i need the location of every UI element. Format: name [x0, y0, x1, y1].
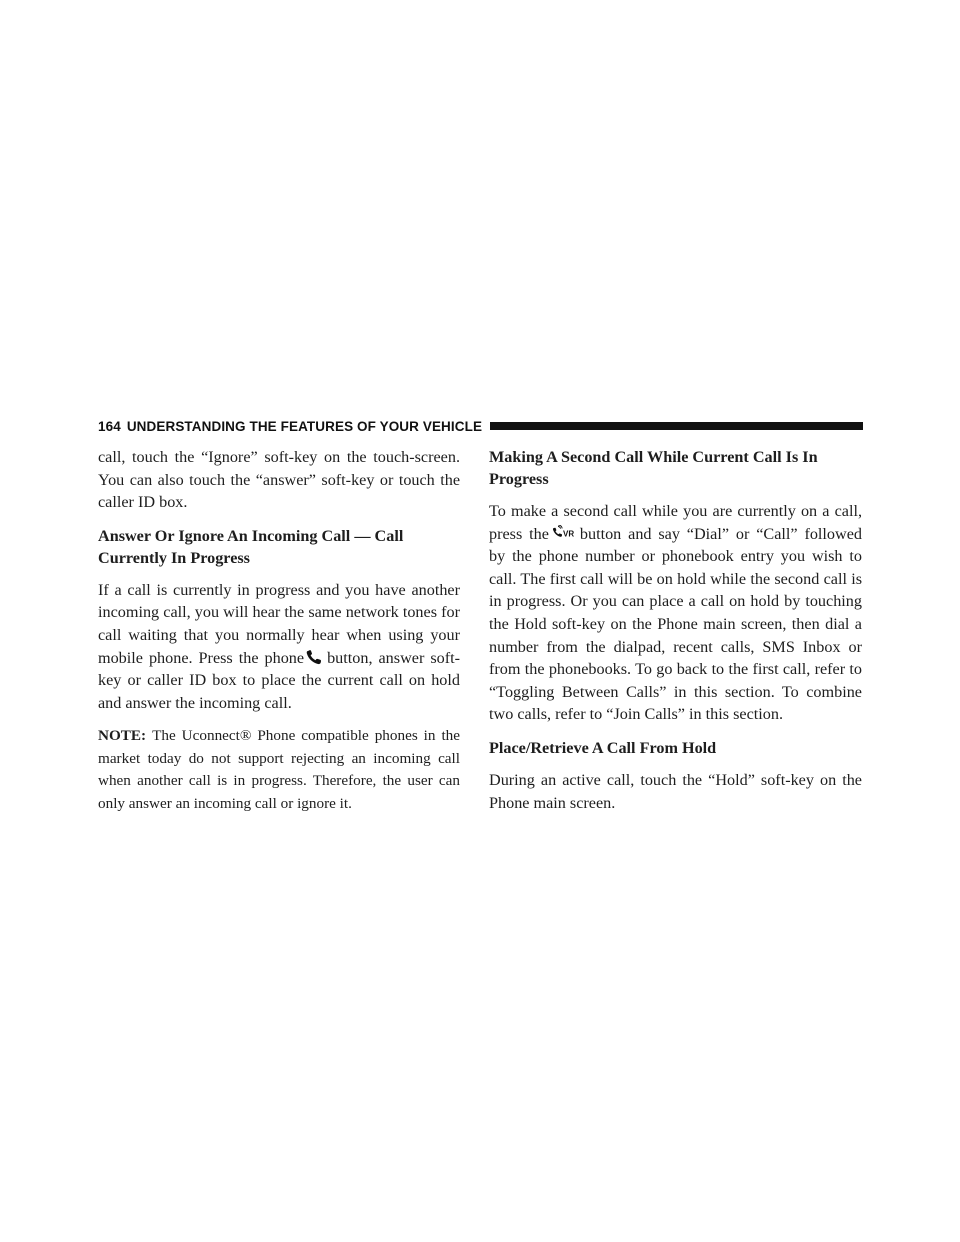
page-number: 164 — [98, 418, 121, 434]
right-column — [489, 446, 862, 825]
heading-second-call: Making A Second Call While Current Call Is In Progress — [489, 448, 818, 488]
paragraph-second-call-part2: button and say “Dial” or “Call” followed by the phone number or phonebook entry you wish to call. The first call will be on hold while the second call is in progress. Or you can place a call on hold by touching the Hold soft-key on the Phone main screen, then dial a number from the dialpad, recent calls, SMS Inbox or from the phonebooks. To go back to the first call, refer to “Toggling Between Calls” in this section. To combine two calls, refer to “Join Calls” in this section. — [489, 524, 862, 724]
voice-recognition-icon — [551, 525, 577, 541]
heading-answer-ignore-call-in-progress: Answer Or Ignore An Incoming Call — Call Currently In Progress — [98, 526, 404, 567]
phone-handset-icon — [306, 650, 324, 665]
paragraph-call-waiting-part1: If a call is currently in progress and you have another incoming call, you will hear the same network tones for call waiting that you normally hear when using your mobile phone. Press the phone — [98, 580, 460, 667]
section-title: UNDERSTANDING THE FEATURES OF YOUR VEHICLE — [126, 418, 483, 434]
paragraph-second-call — [489, 500, 862, 726]
left-column — [98, 446, 460, 815]
paragraph-ignore-call: call, touch the “Ignore” soft-key on the touch-screen. You can also touch the “answer” soft-key or touch the caller ID box. — [98, 448, 460, 512]
paragraph-call-waiting-part2: button, answer soft-key or caller ID box to place the current call on hold and answer the incoming call. — [98, 648, 461, 712]
page-header — [98, 417, 863, 435]
paragraph-hold: During an active call, touch the “Hold” soft-key on the Phone main screen. — [489, 770, 862, 812]
note-text: The Uconnect® Phone compatible phones in the market today do not support rejecting an incoming call when another call is in progress. Therefore, the user can only answer an incoming call or ignore it. — [98, 727, 460, 812]
heading-place-retrieve-hold: Place/Retrieve A Call From Hold — [489, 738, 717, 757]
paragraph-call-waiting — [98, 579, 460, 715]
svg-text:VR: VR — [562, 529, 575, 539]
note-label: NOTE: — [98, 727, 147, 745]
header-rule — [490, 422, 863, 430]
note-block — [98, 725, 460, 815]
paragraph-second-call-part1: To make a second call while you are currently on a call, press the — [489, 502, 862, 543]
